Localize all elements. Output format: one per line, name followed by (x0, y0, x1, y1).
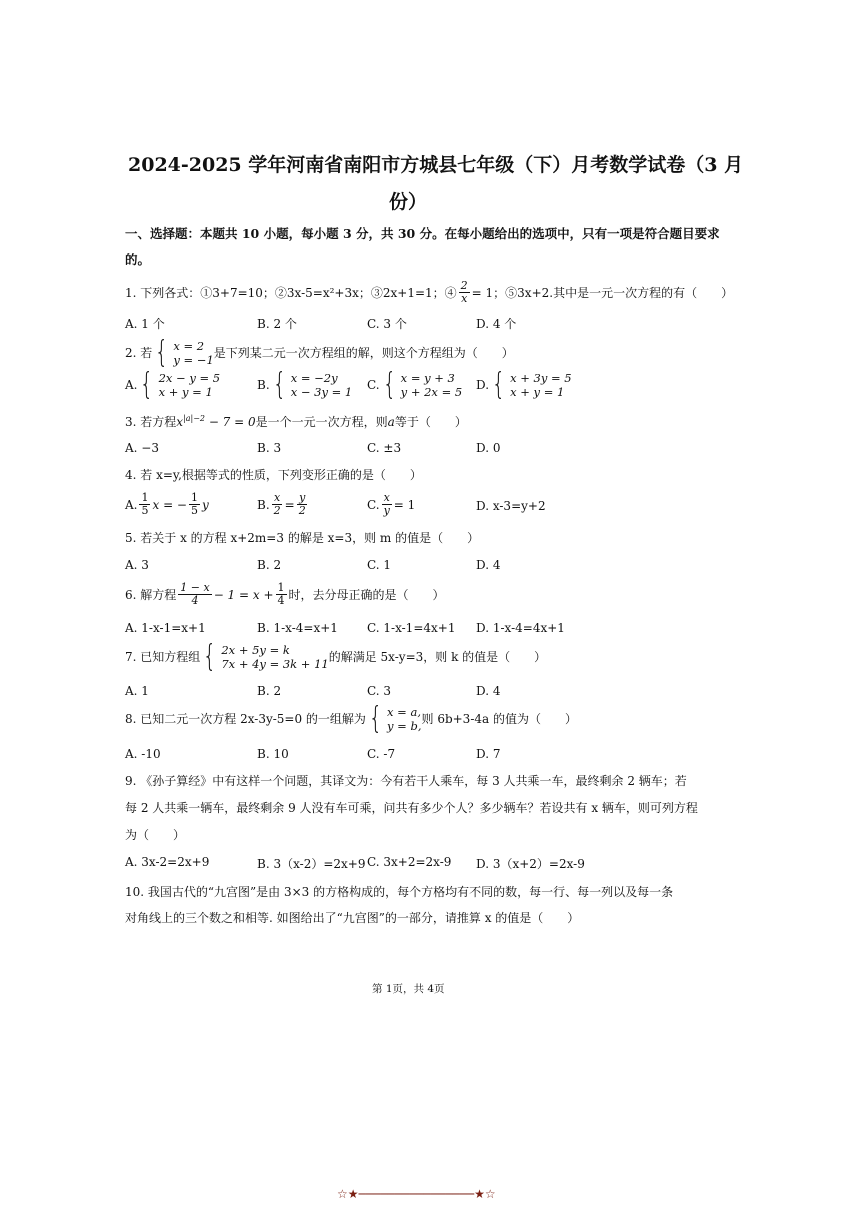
q8-option-a[interactable]: A. -10 (125, 747, 161, 761)
q7-option-a[interactable]: A. 1 (125, 684, 149, 698)
q3-option-a[interactable]: A. −3 (125, 441, 159, 455)
question-9-line-3: 为（ ） (125, 828, 186, 842)
q4-a-f1-den: 5 (141, 504, 149, 517)
q6-f2-num: 1 (277, 581, 285, 594)
question-10-line-1: 10. 我国古代的“九宫图”是由 3×3 的方格构成的，每个方格均有不同的数，每一行、每一列以及每一条 (125, 885, 674, 899)
q6-f2-den: 4 (277, 594, 285, 607)
q4-a-mid: x = − (152, 497, 187, 512)
question-2 (125, 335, 514, 370)
q5-option-c[interactable]: C. 1 (367, 558, 392, 572)
q6-option-b[interactable]: B. 1-x-4=x+1 (257, 621, 338, 635)
question-1 (125, 280, 733, 305)
q2-sys-row-2: y = −1 (173, 353, 214, 367)
q6-f1-num: 1 − x (180, 581, 210, 594)
q7-text-post: 的解满足 5x-y=3，则 k 的值是（ ） (328, 650, 547, 664)
question-5: 5. 若关于 x 的方程 x+2m=3 的解是 x=3，则 m 的值是（ ） (125, 531, 480, 545)
q8-text-post: 则 6b+3-4a 的值为（ ） (421, 712, 577, 726)
q2-b-row-1: x = −2y (290, 371, 338, 385)
q6-option-d[interactable]: D. 1-x-4=4x+1 (476, 621, 565, 635)
q5-option-d[interactable]: D. 4 (476, 558, 501, 572)
q8-sys-row-1: x = a, (387, 705, 421, 719)
q4-c-label: C. (367, 497, 380, 512)
question-9-line-1: 9. 《孙子算经》中有这样一个问题，其译文为：今有若干人乘车，每 3 人共乘一车，最终剩余 2 辆车；若 (125, 774, 687, 788)
title-line-2: 份） (389, 191, 428, 213)
q3-var: a (387, 415, 395, 429)
q2-b-row-2: x − 3y = 1 (290, 385, 353, 399)
q4-b-f2-num: y (299, 491, 306, 504)
q5-option-a[interactable]: A. 3 (125, 558, 149, 572)
q2-c-row-1: x = y + 3 (400, 371, 455, 385)
q2-text-pre: 2. 若 (125, 346, 153, 360)
q4-b-f1-den: 2 (273, 504, 281, 517)
q1-text-pre: 1. 下列各式：①3+7=10；②3x-5=x²+3x；③2x+1=1；④ (125, 285, 457, 300)
q2-system: { x = 2 y = −1 (155, 335, 214, 370)
q2-option-a-label: A. (125, 378, 138, 392)
q2-option-a[interactable]: A. { 2x − y = 5 x + y = 1 (125, 367, 221, 402)
q4-a-f1-num: 1 (141, 491, 149, 504)
q2-a-row-1: 2x − y = 5 (158, 371, 221, 385)
q9-option-c[interactable]: C. 3x+2=2x-9 (367, 855, 452, 869)
question-6 (125, 582, 445, 607)
question-8: 8. 已知二元一次方程 2x-3y-5=0 的一组解为 { x = a, y = b, 则 6b+3-4a 的值为（ ） (125, 701, 577, 736)
q8-sys-row-2: y = b, (387, 719, 422, 733)
q3-text-pre: 3. 若方程 (125, 415, 177, 429)
q8-option-c[interactable]: C. -7 (367, 747, 396, 761)
q7-option-b[interactable]: B. 2 (257, 684, 282, 698)
q6-text-pre: 6. 解方程 (125, 587, 177, 602)
page-footer: 第 1页，共 4页 (372, 983, 445, 995)
q5-option-b[interactable]: B. 2 (257, 558, 282, 572)
q1-option-c[interactable]: C. 3 个 (367, 317, 407, 331)
q2-option-b-label: B. (257, 378, 270, 392)
q4-option-d[interactable]: D. x-3=y+2 (476, 499, 546, 513)
q7-sys-row-2: 7x + 4y = 3k + 11 (221, 657, 329, 671)
q4-b-mid: = (284, 497, 295, 512)
q1-option-b[interactable]: B. 2 个 (257, 317, 297, 331)
q3-eq-sup: |a|−2 (183, 414, 205, 423)
q7-text-pre: 7. 已知方程组 (125, 650, 201, 664)
q1-option-d[interactable]: D. 4 个 (476, 317, 517, 331)
question-7: 7. 已知方程组 { 2x + 5y = k 7x + 4y = 3k + 11 的解满足 5x-y=3，则 k 的值是（ ） (125, 639, 547, 674)
q7-sys-row-1: 2x + 5y = k (221, 643, 290, 657)
q3-eq-rest: − 7 = 0 (205, 415, 256, 429)
q4-c-f1-den: y (383, 504, 390, 517)
q4-a-f2-den: 5 (191, 504, 198, 517)
q4-option-b[interactable] (257, 492, 310, 517)
q2-d-row-2: x + y = 1 (510, 385, 565, 399)
q2-text-post: 是下列某二元一次方程组的解，则这个方程组为（ ） (213, 346, 514, 360)
q1-fraction (459, 280, 470, 305)
q4-c-f1-num: x (383, 491, 390, 504)
q6-f1-den: 4 (191, 594, 199, 607)
q2-option-d-label: D. (476, 378, 490, 392)
q6-text-post: 时，去分母正确的是（ ） (288, 587, 445, 602)
q3-equation (176, 415, 255, 429)
title-line-1: 2024-2025 学年河南省南阳市方城县七年级（下）月考数学试卷（3 月 (128, 154, 744, 176)
q9-option-a[interactable]: A. 3x-2=2x+9 (125, 855, 210, 869)
q6-mid: − 1 = x + (213, 587, 274, 602)
q1-text-post: = 1；⑤3x+2.其中是一元一次方程的有（ ） (471, 285, 734, 300)
question-9-line-2: 每 2 人共乘一辆车，最终剩余 9 人没有车可乘，问共有多少个人？多少辆车？若设共有 x 辆车，则可列方程 (125, 801, 698, 815)
q8-option-b[interactable]: B. 10 (257, 747, 289, 761)
q7-option-c[interactable]: C. 3 (367, 684, 392, 698)
q2-option-b[interactable]: B. { x = −2y x − 3y = 1 (257, 367, 353, 402)
q1-frac-den: x (461, 292, 468, 305)
q2-option-c[interactable]: C. { x = y + 3 y + 2x = 5 (367, 367, 463, 402)
q4-a-label: A. (125, 497, 138, 512)
q1-frac-num: 2 (460, 279, 468, 292)
q4-b-f2-den: 2 (298, 504, 306, 517)
q1-option-a[interactable]: A. 1 个 (125, 317, 165, 331)
q9-option-b[interactable]: B. 3（x-2）=2x+9 (257, 857, 366, 871)
q3-text-post: 是一个一元一次方程，则 (255, 415, 388, 429)
q2-d-row-1: x + 3y = 5 (510, 371, 572, 385)
q3-option-d[interactable]: D. 0 (476, 441, 501, 455)
q4-option-a[interactable] (125, 492, 209, 517)
q2-option-c-label: C. (367, 378, 380, 392)
q4-a-f2-num: 1 (191, 491, 198, 504)
q4-c-end: = 1 (393, 497, 416, 512)
q8-text-pre: 8. 已知二元一次方程 2x-3y-5=0 的一组解为 (125, 712, 366, 726)
section-line-2: 的。 (125, 252, 151, 267)
q6-option-c[interactable]: C. 1-x-1=4x+1 (367, 621, 456, 635)
q4-option-c[interactable] (367, 492, 415, 517)
q3-eq-base: x (176, 415, 184, 429)
question-10-line-2: 对角线上的三个数之和相等. 如图给出了“九宫图”的一部分，请推算 x 的值是（ ） (125, 911, 580, 925)
q4-b-label: B. (257, 497, 270, 512)
question-3 (125, 411, 467, 430)
q3-option-b[interactable]: B. 3 (257, 441, 282, 455)
q2-sys-row-1: x = 2 (173, 339, 205, 353)
q7-option-d[interactable]: D. 4 (476, 684, 501, 698)
q3-text-post2: 等于（ ） (394, 415, 467, 429)
q9-option-d[interactable]: D. 3（x+2）=2x-9 (476, 857, 585, 871)
q4-b-f1-num: x (274, 491, 281, 504)
q6-option-a[interactable]: A. 1-x-1=x+1 (125, 621, 206, 635)
q3-option-c[interactable]: C. ±3 (367, 441, 402, 455)
q2-option-d[interactable]: D. { x + 3y = 5 x + y = 1 (476, 367, 572, 402)
q2-c-row-2: y + 2x = 5 (400, 385, 463, 399)
section-line-1: 一、选择题：本题共 10 小题，每小题 3 分，共 30 分。在每小题给出的选项中，只有一项是符合题目要求 (125, 226, 720, 241)
q8-option-d[interactable]: D. 7 (476, 747, 501, 761)
star-decoration: ☆★────────────────★☆ (337, 1187, 496, 1201)
question-4: 4. 若 x=y,根据等式的性质，下列变形正确的是（ ） (125, 468, 422, 482)
q4-a-end: y (202, 497, 209, 512)
q2-a-row-2: x + y = 1 (158, 385, 213, 399)
